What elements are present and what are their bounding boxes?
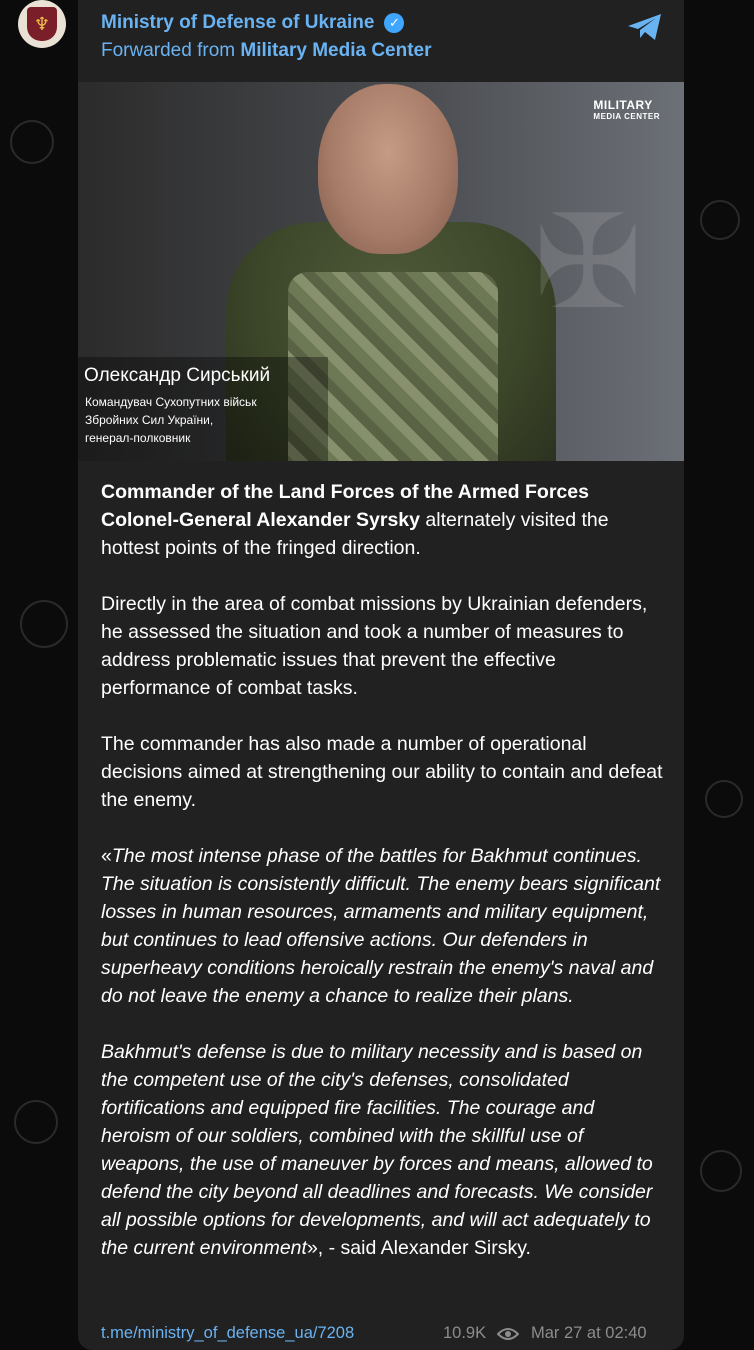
channel-avatar[interactable] <box>18 0 66 48</box>
caption-line: Збройних Сил України, <box>85 413 214 427</box>
paragraph-3: The commander has also made a number of operational decisions aimed at strengthening our ability to contain and defeat the enemy. <box>101 733 663 811</box>
post-date: Mar 27 at 02:40 <box>531 1324 647 1342</box>
logo-line-2: MEDIA CENTER <box>593 112 660 121</box>
paragraph-2: Directly in the area of combat missions by Ukrainian defenders, he assessed the situation and took a number of measures to address problematic issues that prevent the effective performance of combat tasks. <box>101 593 648 699</box>
bold-text: Commander of the Land Forces of the Armed Forces Colonel-General Alexander Syrsky <box>101 481 589 531</box>
forwarded-from[interactable] <box>101 40 664 62</box>
background-doodle <box>10 120 54 164</box>
post-link[interactable]: t.me/ministry_of_defense_ua/7208 <box>101 1324 355 1342</box>
paragraph-4 <box>101 842 666 1010</box>
caption-line: Командувач Сухопутних військ <box>85 395 257 409</box>
trident-watermark: ✠ <box>533 186 643 338</box>
military-media-center-logo <box>593 98 660 121</box>
message-text <box>101 478 666 1262</box>
eye-icon <box>497 1326 519 1342</box>
share-icon[interactable] <box>626 12 664 42</box>
paragraph-1 <box>101 478 666 562</box>
background-doodle <box>20 600 68 648</box>
paragraph-5 <box>101 1038 666 1262</box>
message-footer <box>101 1324 661 1348</box>
message-header <box>101 12 664 62</box>
person-head <box>318 84 458 254</box>
background-doodle <box>14 1100 58 1144</box>
background-doodle <box>700 1150 742 1192</box>
caption-line: генерал-полковник <box>85 431 191 445</box>
background-doodle <box>705 780 743 818</box>
forwarded-label: Forwarded from <box>101 40 236 61</box>
forwarded-source[interactable]: Military Media Center <box>240 40 432 61</box>
paragraph-text: alternately visited the hottest points of the fringed direction. <box>101 509 609 559</box>
message-card <box>78 0 684 1350</box>
view-count: 10.9K <box>443 1324 487 1342</box>
italic-quote: The most intense phase of the battles for Bakhmut continues. The situation is consistently difficult. The enemy bears significant losses in human resources, armaments and military equipment, but continues to lead offensive actions. Our defenders in superheavy conditions heroically restrain the enemy's naval and do not leave the enemy a chance to realize their plans. <box>101 845 661 1007</box>
message-photo[interactable] <box>78 82 684 461</box>
channel-name[interactable]: Ministry of Defense of Ukraine <box>101 12 375 33</box>
quote-attribution: », - said Alexander Sirsky. <box>306 1237 531 1259</box>
quote-open: « <box>101 845 112 867</box>
italic-quote: Bakhmut's defense is due to military necessity and is based on the competent use of the city's defenses, consolidated fortifications and equipped fire facilities. The courage and heroism of our soldiers, combined with the skillful use of weapons, the use of maneuver by forces and means, allowed to defend the city beyond all deadlines and forecasts. We consider all possible options for developments, and will act adequately to the current environment <box>101 1041 653 1259</box>
logo-line-1: MILITARY <box>593 98 653 112</box>
verified-icon: ✓ <box>384 13 404 33</box>
caption-name: Олександр Сирський <box>84 365 271 386</box>
background-doodle <box>700 200 740 240</box>
trident-icon: ♆ <box>27 7 57 41</box>
